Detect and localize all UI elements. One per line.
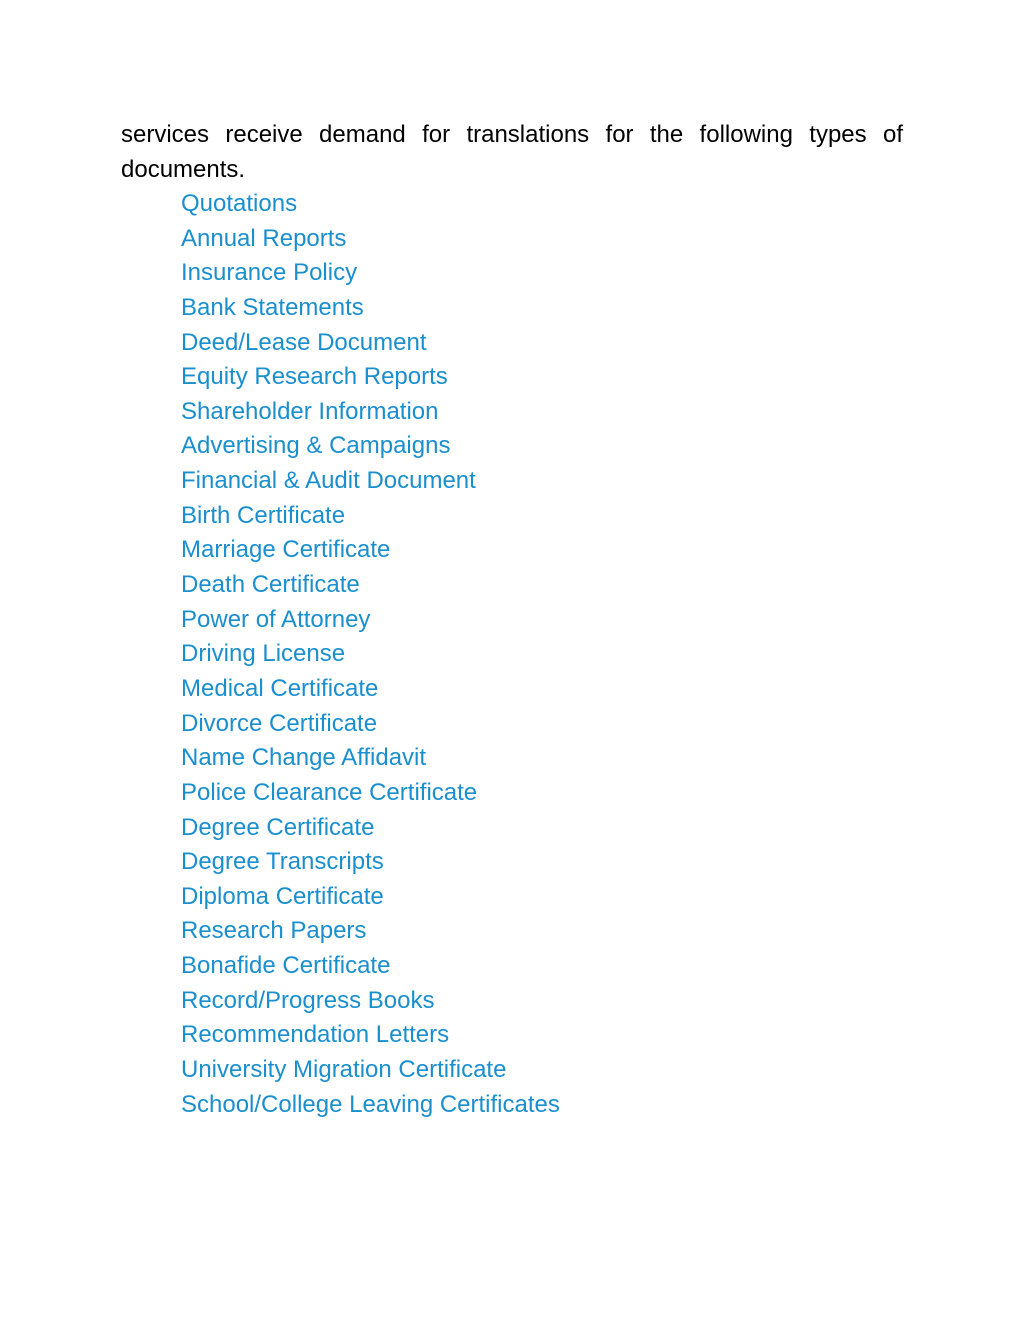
document-type-link[interactable]: Bonafide Certificate bbox=[181, 952, 391, 980]
document-type-link[interactable]: School/College Leaving Certificates bbox=[181, 1090, 560, 1118]
document-type-link[interactable]: Driving License bbox=[181, 640, 346, 668]
document-type-link[interactable]: Shareholder Information bbox=[181, 397, 439, 425]
document-types-list bbox=[181, 187, 560, 1122]
document-type-link[interactable]: Medical Certificate bbox=[181, 674, 379, 702]
document-type-link[interactable]: Degree Certificate bbox=[181, 813, 375, 841]
document-type-link[interactable]: Power of Attorney bbox=[181, 605, 371, 633]
document-type-link[interactable]: Recommendation Letters bbox=[181, 1021, 450, 1049]
document-type-link[interactable]: Record/Progress Books bbox=[181, 986, 435, 1014]
document-type-link[interactable]: Financial & Audit Document bbox=[181, 467, 476, 495]
document-type-link[interactable]: Research Papers bbox=[181, 917, 367, 945]
document-type-link[interactable]: Insurance Policy bbox=[181, 259, 358, 287]
document-type-link[interactable]: Deed/Lease Document bbox=[181, 328, 427, 356]
document-type-link[interactable]: Bank Statements bbox=[181, 293, 364, 321]
document-type-link[interactable]: Diploma Certificate bbox=[181, 882, 384, 910]
document-type-link[interactable]: Divorce Certificate bbox=[181, 709, 378, 737]
document-type-link[interactable]: Advertising & Campaigns bbox=[181, 432, 451, 460]
document-type-link[interactable]: Police Clearance Certificate bbox=[181, 778, 478, 806]
intro-paragraph: services receive demand for translations for the following types of documents. bbox=[121, 121, 903, 183]
document-type-link[interactable]: Name Change Affidavit bbox=[181, 744, 427, 772]
document-type-link[interactable]: Birth Certificate bbox=[181, 501, 346, 529]
document-type-link[interactable]: Death Certificate bbox=[181, 571, 360, 599]
document-type-link[interactable]: Degree Transcripts bbox=[181, 848, 384, 876]
document-type-link[interactable]: Annual Reports bbox=[181, 224, 347, 252]
document-type-link[interactable]: Marriage Certificate bbox=[181, 536, 391, 564]
document-type-link[interactable]: Quotations bbox=[181, 190, 298, 217]
document-type-link[interactable]: Equity Research Reports bbox=[181, 363, 448, 391]
document-type-link[interactable]: University Migration Certificate bbox=[181, 1056, 507, 1084]
